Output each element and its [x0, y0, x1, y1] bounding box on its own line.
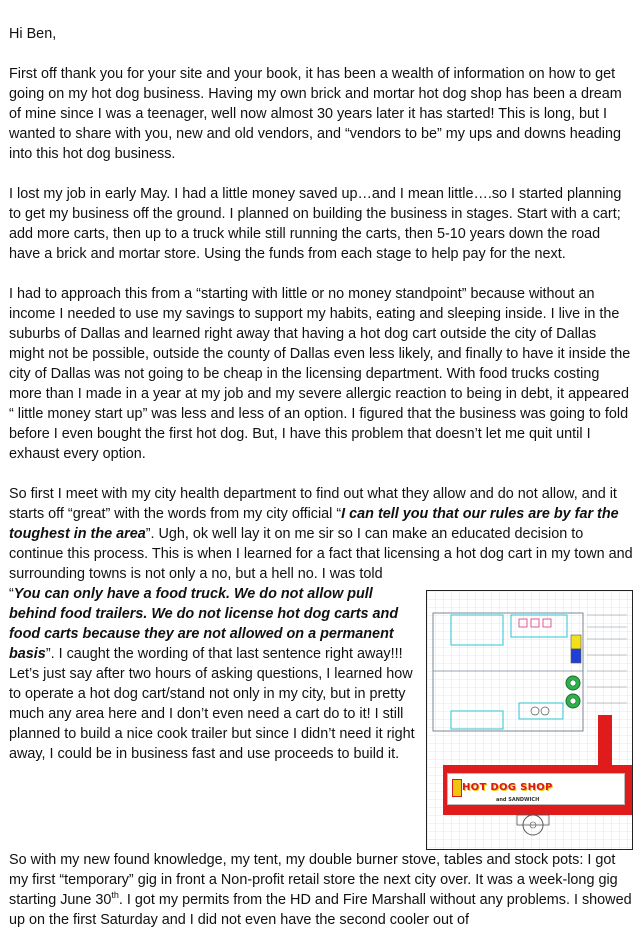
paragraph-4	[9, 484, 633, 803]
paragraph-3: I had to approach this from a “starting with little or no money standpoint” because without an income I needed to use my savings to support my habits, eating and sleeping inside. I live in the suburbs of Dallas and learned right away that having a hot dog cart outside the city of Dallas might not be possible, outside the county of Dallas even less likely, and finally to have it inside the city of Dallas was not going to be cheap in the licensing department. With food trucks costing more than I made in a year at my job and my severe allergic reaction to being in debt, it appeared “ little money start up” was less and less of an option. I figured that the business was going to fold before I even bought the first hot dog. But, I have this problem that doesn’t let me quit until I exhaust every option.	[9, 286, 631, 462]
green-burner-2-center	[570, 698, 576, 704]
green-burner-1-center	[570, 680, 576, 686]
p5-text-b: . I got my permits from the HD and Fire Marshall without any problems. I showed up on the first Saturday and I did not even have the second cooler out of	[9, 892, 632, 928]
banner-flag-icon	[452, 779, 462, 797]
greeting: Hi Ben,	[9, 26, 57, 42]
p4-text-e: ”. I caught the wording of that last sentence right away!!! Let’s just say after two hours of asking questions, I learned how to operate a hot dog cart/stand not only in my city, but in pretty much any area here and I don’t even need a cart do to it! I still planned to build a nice cook trailer but since I didn’t need it right away, I could be in business fast and use proceeds to build it.	[9, 646, 415, 762]
letter-body	[9, 24, 633, 950]
p4-text-c: ”. Ugh, ok well lay it on me sir so I can make an educated decision to continue this process. This is when I learned for a fact that licensing a hot dog cart in my town and surrounding towns is not only a no, but a hell no. I was told “	[9, 526, 633, 602]
cart-floor-plan-diagram	[426, 590, 633, 850]
paragraph-2: I lost my job in early May. I had a little money saved up…and I mean little….so I started planning to get my business off the ground. I planned on building the business in stages. Start with a cart; add more carts, then up to a truck while still running the carts, then 5-10 years down the road have a brick and mortar store. Using the funds from each stage to help pay for the next.	[9, 186, 622, 262]
official-quote-1: I can tell you that our rules are by far the toughest in the area	[9, 506, 619, 542]
blue-unit	[571, 649, 581, 663]
red-side-panel	[598, 715, 612, 773]
hot-dog-shop-sub: and SANDWICH	[496, 797, 540, 803]
p4-text-a: So first I meet with my city health department to find out what they allow and do not allow, and it starts off “great” with the words from my city official “	[9, 486, 617, 522]
p5-text-a: So with my new found knowledge, my tent, my double burner stove, tables and stock pots: I got my first “temporary” gig in front a Non-profit retail store the next city over. It was a week-long gig starting June 30	[9, 852, 618, 908]
floor-plan-svg	[427, 591, 632, 849]
paragraph-5	[9, 850, 633, 930]
paragraph-1: First off thank you for your site and your book, it has been a wealth of information on how to get going on my hot dog business. Having my own brick and mortar hot dog shop has been a dream of mine since I was a teenager, well now almost 30 years later it has started! This is long, but I wanted to share with you, new and old vendors, and “vendors to be” my ups and downs heading into this hot dog business.	[9, 66, 622, 162]
official-quote-2: You can only have a food truck. We do not allow pull behind food trailers. We do not license hot dog carts and food carts because they are not allowed on a permanent basis	[9, 586, 399, 662]
hot-dog-shop-logo: HOT DOG SHOP	[462, 782, 553, 793]
hot-dog-shop-banner	[447, 773, 625, 805]
ordinal-suffix: th	[111, 890, 119, 901]
yellow-unit	[571, 635, 581, 649]
